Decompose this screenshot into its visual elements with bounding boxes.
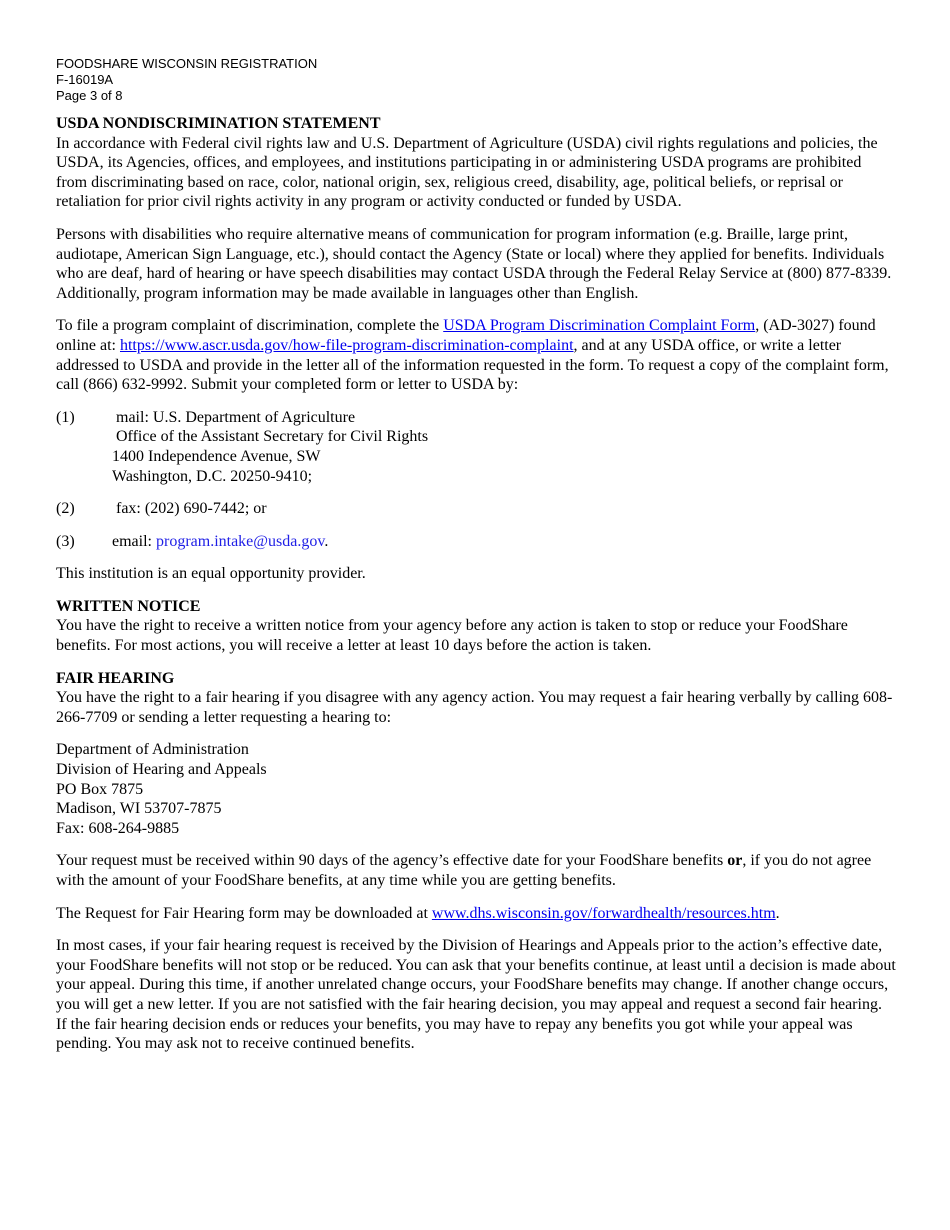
fair-hearing-heading: FAIR HEARING	[56, 669, 175, 687]
mail-line: Office of the Assistant Secretary for Civil Rights	[116, 428, 429, 446]
usda-section	[56, 114, 896, 584]
form-header	[56, 56, 896, 104]
address-line: PO Box 7875	[56, 780, 144, 798]
deadline-or: or	[727, 852, 743, 870]
deadline-text-b: , if you do not agree with the amount of your FoodShare benefits, at any time while you are getting benefits.	[56, 852, 872, 889]
fair-hearing-section	[56, 669, 896, 1054]
mail-line: Washington, D.C. 20250-9410;	[112, 467, 313, 485]
para3-text-c: , and at any USDA office, or write a letter addressed to USDA and provide in the letter all of the information requested in the form. To request a copy of the complaint form, call (866) 632-9992. Submit your completed form or letter to USDA by:	[56, 336, 889, 394]
deadline-text-a: Your request must be received within 90 days of the agency’s effective date for your FoodShare benefits	[56, 852, 728, 870]
usda-paragraph-2: Persons with disabilities who require alternative means of communication for program information (e.g. Braille, large print, audiotape, American Sign Language, etc.), should contact the Agency (State or local) where they applied for benefits. Individuals who are deaf, hard of hearing or have speech disabilities may contact USDA through the Federal Relay Service at (800) 877-8339. Additionally, program information may be made available in languages other than English.	[56, 225, 892, 302]
form-title: FOODSHARE WISCONSIN REGISTRATION	[56, 56, 318, 71]
form-number: F-16019A	[56, 72, 114, 87]
usda-heading: USDA NONDISCRIMINATION STATEMENT	[56, 115, 381, 132]
written-notice-heading: WRITTEN NOTICE	[56, 597, 201, 615]
usda-paragraph-1: In accordance with Federal civil rights law and U.S. Department of Agriculture (USDA) civil rights regulations and policies, the USDA, its Agencies, offices, and employees, and institutions participating in or administering USDA programs are prohibited from discriminating based on race, color, national origin, sex, religious creed, disability, age, political beliefs, or reprisal or retaliation for prior civil rights activity in any program or activity conducted or funded by USDA.	[56, 134, 878, 211]
para3-text-b: , (AD-3027) found online at:	[56, 317, 876, 354]
para3-text-a: To file a program complaint of discrimination, complete the	[56, 317, 444, 335]
address-line: Division of Hearing and Appeals	[56, 761, 267, 779]
forwardhealth-resources-link[interactable]: www.dhs.wisconsin.gov/forwardhealth/resources.htm	[431, 904, 776, 922]
hearing-continuation-text: In most cases, if your fair hearing request is received by the Division of Hearings and Appeals prior to the action’s effective date, your FoodShare benefits will not stop or be reduced. You can ask that your benefits continue, at least until a decision is made about your appeal. During this time, if another unrelated change occurs, your FoodShare benefits may change. If another change occurs, you will get a new letter. If you are not satisfied with the fair hearing decision, you may appeal and request a second fair hearing. If the fair hearing decision ends or reduces your benefits, you may have to repay any benefits you got while your appeal was pending. You may ask not to receive continued benefits.	[56, 937, 896, 1053]
document-page	[56, 56, 896, 1054]
fax-text: fax: (202) 690-7442; or	[116, 500, 267, 518]
mail-line: 1400 Independence Avenue, SW	[112, 447, 321, 465]
submission-list	[56, 408, 896, 552]
hearing-deadline	[56, 851, 896, 890]
usda-paragraph-3	[56, 316, 896, 394]
email-address[interactable]: program.intake@usda.gov	[155, 532, 325, 550]
address-fax: Fax: 608-264-9885	[56, 819, 180, 837]
written-notice-text: You have the right to receive a written notice from your agency before any action is taken to stop or reduce your FoodShare benefits. For most actions, you will receive a letter at least 10 days before the action is taken.	[56, 617, 848, 655]
written-notice-section	[56, 597, 896, 656]
complaint-form-link[interactable]: USDA Program Discrimination Complaint Form	[443, 317, 756, 335]
page-number: Page 3 of 8	[56, 88, 123, 103]
mail-line: mail: U.S. Department of Agriculture	[116, 408, 356, 426]
address-line: Madison, WI 53707-7875	[56, 800, 222, 818]
complaint-url-link[interactable]: https://www.ascr.usda.gov/how-file-program-discrimination-complaint	[119, 336, 574, 354]
list-item-mail	[56, 408, 896, 486]
email-line	[112, 532, 328, 552]
email-end: .	[324, 532, 329, 550]
equal-opportunity-statement: This institution is an equal opportunity provider.	[56, 565, 366, 583]
list-number: (2)	[56, 500, 75, 518]
fair-hearing-intro: You have the right to a fair hearing if you disagree with any agency action. You may request a fair hearing verbally by calling 608-266-7709 or sending a letter requesting a hearing to:	[56, 689, 893, 726]
email-label: email:	[112, 532, 156, 550]
hearing-address	[56, 740, 896, 838]
list-number: (3)	[56, 532, 75, 550]
mail-address	[112, 408, 428, 486]
address-line: Department of Administration	[56, 741, 249, 759]
form-end: .	[775, 904, 780, 922]
hearing-form-download	[56, 904, 896, 924]
form-text: The Request for Fair Hearing form may be downloaded at	[56, 904, 432, 922]
list-item-fax	[56, 499, 896, 519]
list-number: (1)	[56, 408, 75, 426]
list-item-email	[56, 532, 896, 552]
